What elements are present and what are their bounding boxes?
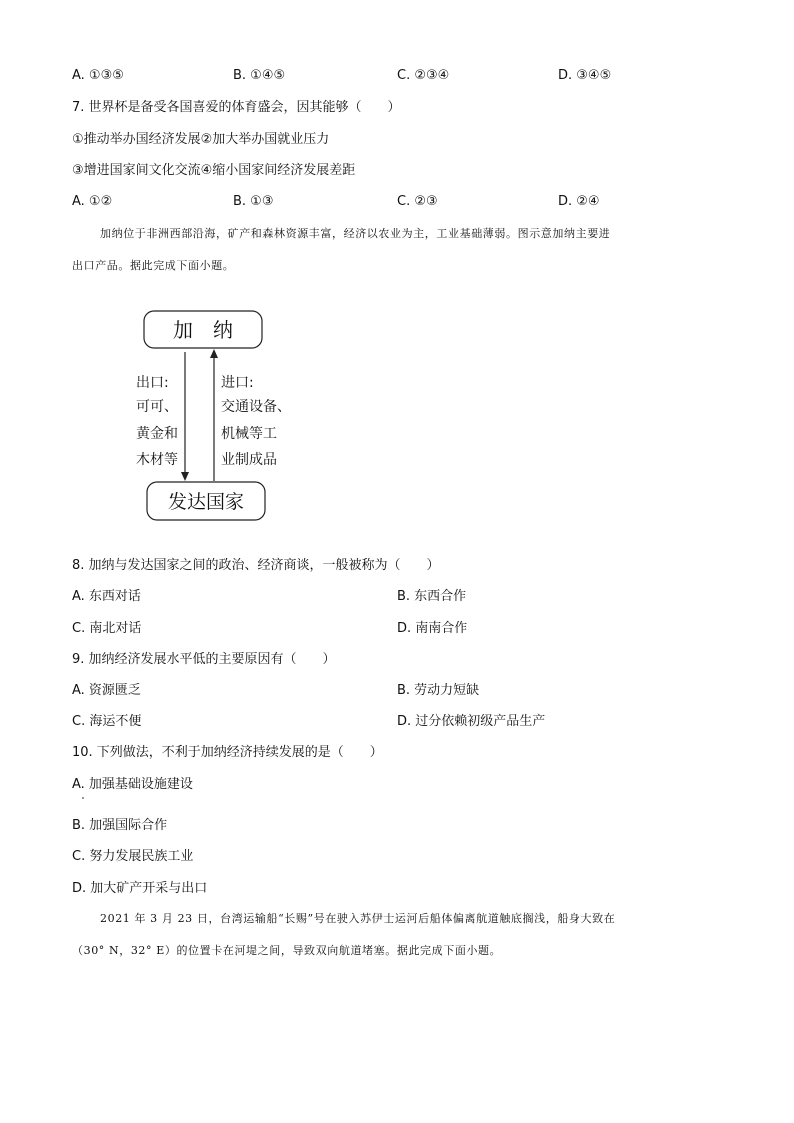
stray-dot — [82, 797, 84, 799]
q6-option-b: B. ①④⑤ — [233, 68, 286, 83]
q7-option-b: B. ①③ — [233, 194, 274, 209]
q7-statement-line-1: ①推动举办国经济发展②加大举办国就业压力 — [72, 132, 330, 147]
q10-option-a: A. 加强基础设施建设 — [72, 777, 193, 792]
q9-option-b: B. 劳动力短缺 — [397, 683, 480, 698]
q8-option-d: D. 南南合作 — [397, 621, 468, 636]
import-line-4: 业制成品 — [221, 452, 277, 468]
export-line-1: 出口: — [136, 375, 169, 391]
passage-suez-line-2: （30° N，32° E）的位置卡在河堤之间，导致双向航道堵塞。据此完成下面小题。 — [72, 944, 502, 957]
q9-option-d: D. 过分依赖初级产品生产 — [397, 714, 546, 729]
q10-option-b: B. 加强国际合作 — [72, 818, 168, 833]
import-line-1: 进口: — [221, 375, 254, 391]
passage-ghana-line-2: 出口产品。据此完成下面小题。 — [72, 259, 235, 272]
q10-option-c: C. 努力发展民族工业 — [72, 849, 194, 864]
q7-statement-line-2: ③增进国家间文化交流④缩小国家间经济发展差距 — [72, 163, 356, 178]
q7-option-d: D. ②④ — [558, 194, 600, 209]
q9-option-c: C. 海运不便 — [72, 714, 142, 729]
export-line-3: 黄金和 — [136, 426, 178, 442]
export-arrow-head — [181, 472, 189, 481]
import-arrow-head — [210, 349, 218, 358]
ghana-box-label: 加 纳 — [173, 318, 233, 342]
q8-option-b: B. 东西合作 — [397, 589, 467, 604]
q7-stem: 7. 世界杯是备受各国喜爱的体育盛会，因其能够（ ） — [72, 100, 401, 115]
q6-option-d: D. ③④⑤ — [558, 68, 612, 83]
q6-option-c: C. ②③④ — [397, 68, 450, 83]
trade-diagram — [120, 300, 320, 530]
passage-ghana-line-1: 加纳位于非洲西部沿海，矿产和森林资源丰富，经济以农业为主，工业基础薄弱。图示意加纳主要进 — [100, 227, 611, 240]
q9-option-a: A. 资源匮乏 — [72, 683, 141, 698]
export-line-2: 可可、 — [136, 399, 178, 415]
q6-option-a: A. ①③⑤ — [72, 68, 124, 83]
q8-option-a: A. 东西对话 — [72, 589, 141, 604]
q8-stem: 8. 加纳与发达国家之间的政治、经济商谈，一般被称为（ ） — [72, 558, 440, 573]
q7-option-c: C. ②③ — [397, 194, 438, 209]
import-line-3: 机械等工 — [221, 426, 277, 442]
q7-option-a: A. ①② — [72, 194, 113, 209]
q9-stem: 9. 加纳经济发展水平低的主要原因有（ ） — [72, 652, 336, 667]
import-line-2: 交通设备、 — [221, 399, 291, 415]
export-line-4: 木材等 — [136, 452, 178, 468]
q10-stem: 10. 下列做法，不利于加纳经济持续发展的是（ ） — [72, 745, 383, 760]
q10-option-d: D. 加大矿产开采与出口 — [72, 881, 208, 896]
q8-option-c: C. 南北对话 — [72, 621, 142, 636]
developed-countries-box-label: 发达国家 — [167, 491, 245, 513]
passage-suez-line-1: 2021 年 3 月 23 日，台湾运输船“长赐”号在驶入苏伊士运河后船体偏离航道触底搁浅，船身大致在 — [100, 912, 616, 925]
